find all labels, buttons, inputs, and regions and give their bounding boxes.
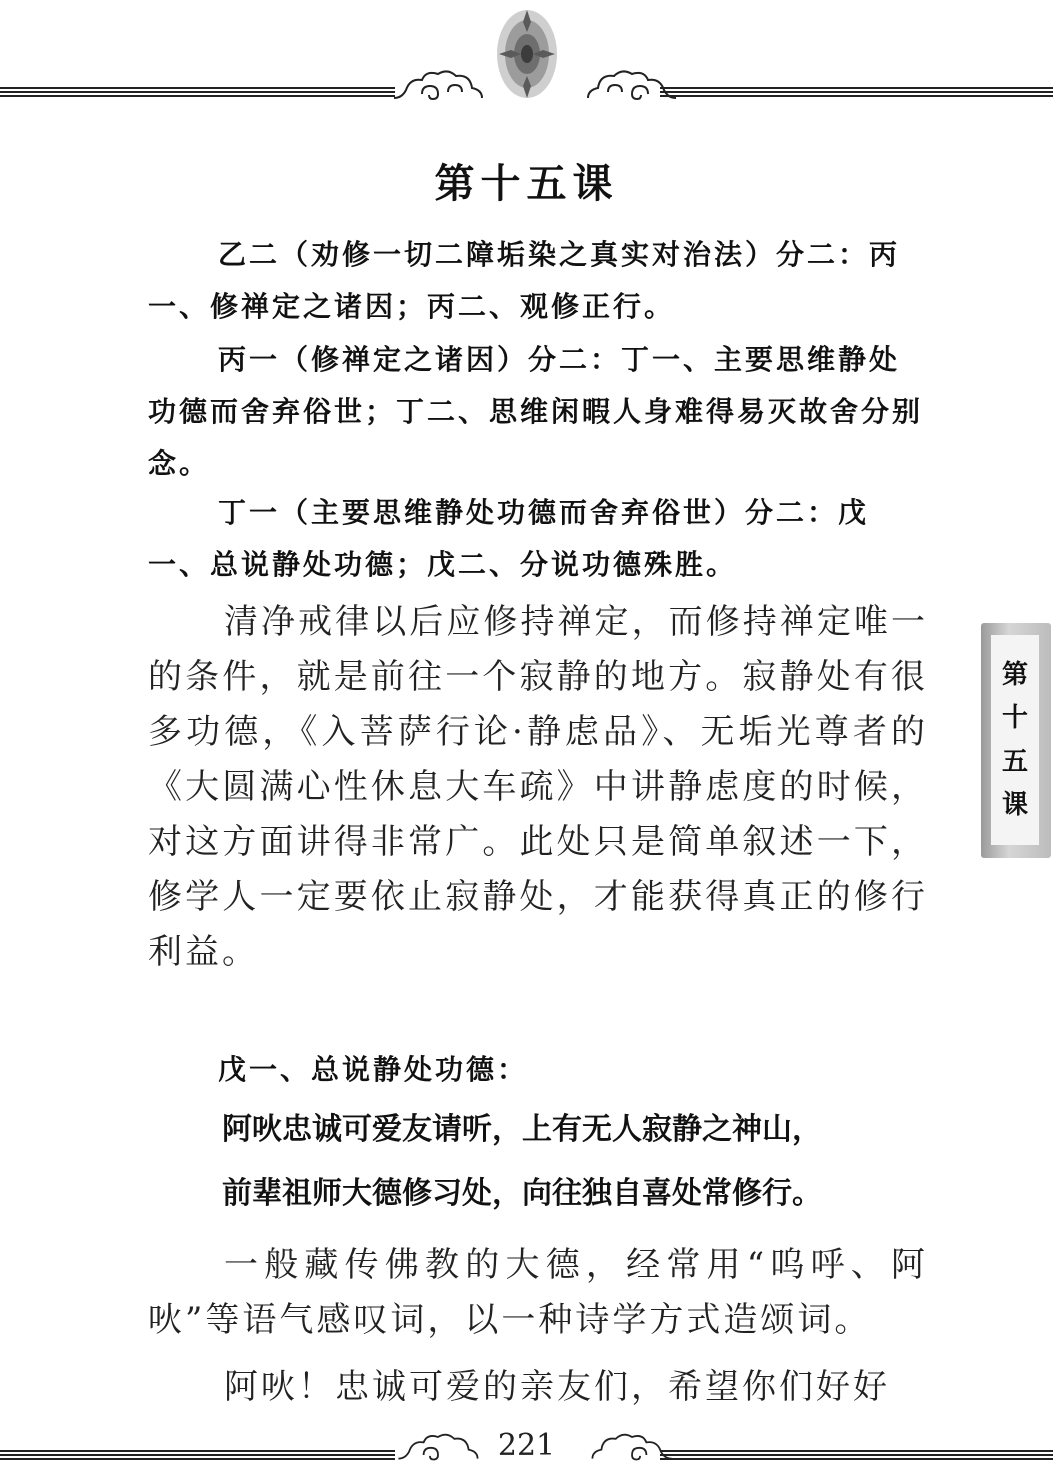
section-heading: 丁一（主要思维静处功德而舍弃俗世）分二：戊一、总说静处功德；戊二、分说功德殊胜。 (148, 496, 870, 581)
side-tab-char: 五 (1001, 746, 1028, 777)
body-paragraph: 阿吙！忠诚可爱的亲友们，希望你们好好 (224, 1367, 890, 1407)
verse-line: 阿吙忠诚可爱友请听，上有无人寂静之神山， (222, 1113, 822, 1146)
chapter-side-tab-label (991, 635, 1039, 845)
page-title: 第十五课 (434, 160, 619, 207)
chapter-side-tab (981, 623, 1051, 858)
top-rule-right (660, 87, 1053, 101)
body-paragraph: 一般藏传佛教的大德，经常用“呜呼、阿吙”等语气感叹词，以一种诗学方式造颂词。 (148, 1245, 928, 1340)
section-heading: 乙二（劝修一切二障垢染之真实对治法）分二：丙一、修禅定之诸因；丙二、观修正行。 (148, 238, 901, 323)
page-number: 221 (497, 1428, 556, 1463)
side-tab-char: 课 (1001, 790, 1028, 821)
lotus-ornament-icon (487, 2, 567, 106)
side-tab-char: 第 (1001, 659, 1028, 690)
cloud-ornament-icon (586, 64, 678, 104)
section-heading: 丙一（修禅定之诸因）分二：丁一、主要思维静处功德而舍弃俗世；丁二、思维闲暇人身难得易灭故舍分别念。 (148, 343, 924, 480)
body-paragraph: 清净戒律以后应修持禅定，而修持禅定唯一的条件，就是前往一个寂静的地方。寂静处有很多功德，《入菩萨行论·静虑品》、无垢光尊者的《大圆满心性休息大车疏》中讲静虑度的时候，对这方面讲得非常广。此处只是简单叙述一下，修学人一定要依止寂静处，才能获得真正的修行利益。 (148, 602, 928, 972)
verse-line: 前辈祖师大德修习处，向往独自喜处常修行。 (222, 1177, 822, 1210)
side-tab-char: 十 (1001, 703, 1028, 734)
cloud-ornament-icon (392, 64, 484, 104)
top-rule-left (0, 87, 395, 101)
section-heading: 戊一、总说静处功德： (218, 1053, 529, 1086)
